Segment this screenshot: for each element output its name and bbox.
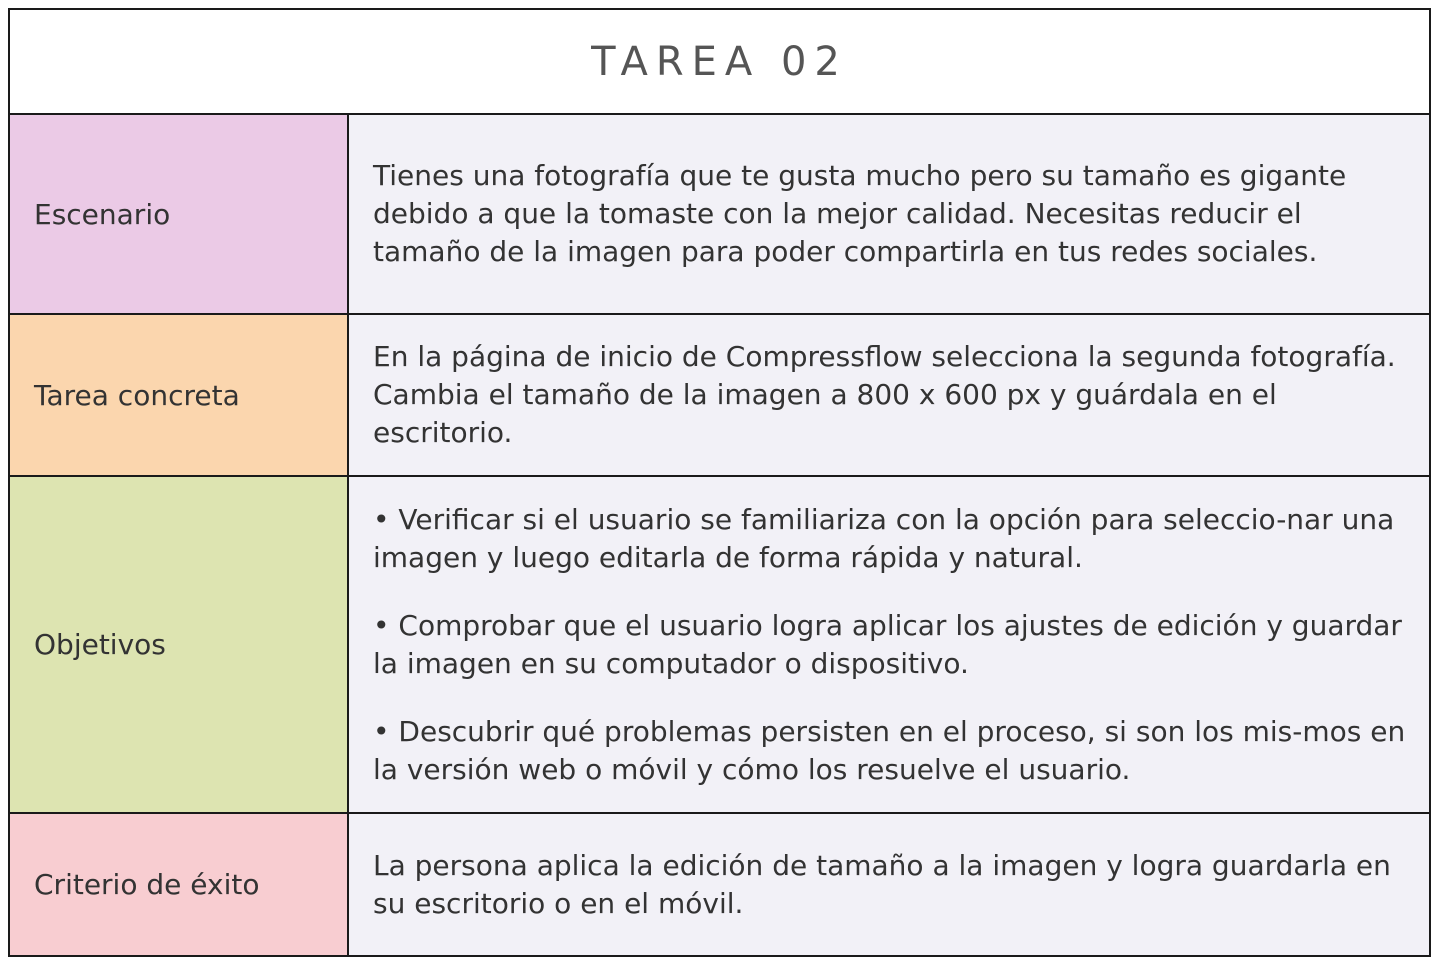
criteria-label: Criterio de éxito [10,814,349,955]
scenario-text: Tienes una fotografía que te gusta mucho pero su tamaño es gigante debido a que la tomaste con la mejor calidad. Necesitas reducir el tamaño de la imagen para poder compartirla en tus redes sociales. [373,159,1347,268]
criteria-content [349,814,1429,955]
task-table [8,8,1431,957]
objective-item: • Comprobar que el usuario logra aplicar los ajustes de edición y guardar la imagen en su computador o dispositivo. [373,608,1402,680]
objective-item: • Verificar si el usuario se familiariza con la opción para seleccio-nar una imagen y luego editarla de forma rápida y natural. [373,502,1395,574]
row-objectives [10,477,1429,814]
row-criteria [10,814,1429,955]
row-scenario [10,115,1429,315]
task-content [349,315,1429,475]
row-task [10,315,1429,477]
title-row [10,10,1429,115]
task-label: Tarea concreta [10,315,349,475]
task-title: TAREA 02 [591,38,848,85]
scenario-content [349,115,1429,313]
objectives-content [349,477,1429,812]
objective-item: • Descubrir qué problemas persisten en el proceso, si son los mis-mos en la versión web o móvil y cómo los resuelve el usuario. [373,714,1406,786]
scenario-label: Escenario [10,115,349,313]
task-text: En la página de inicio de Compressflow selecciona la segunda fotografía. Cambia el tamaño de la imagen a 800 x 600 px y guárdala en el escritorio. [373,340,1396,449]
objectives-label: Objetivos [10,477,349,812]
criteria-text: La persona aplica la edición de tamaño a la imagen y logra guardarla en su escritorio o en el móvil. [373,848,1391,920]
